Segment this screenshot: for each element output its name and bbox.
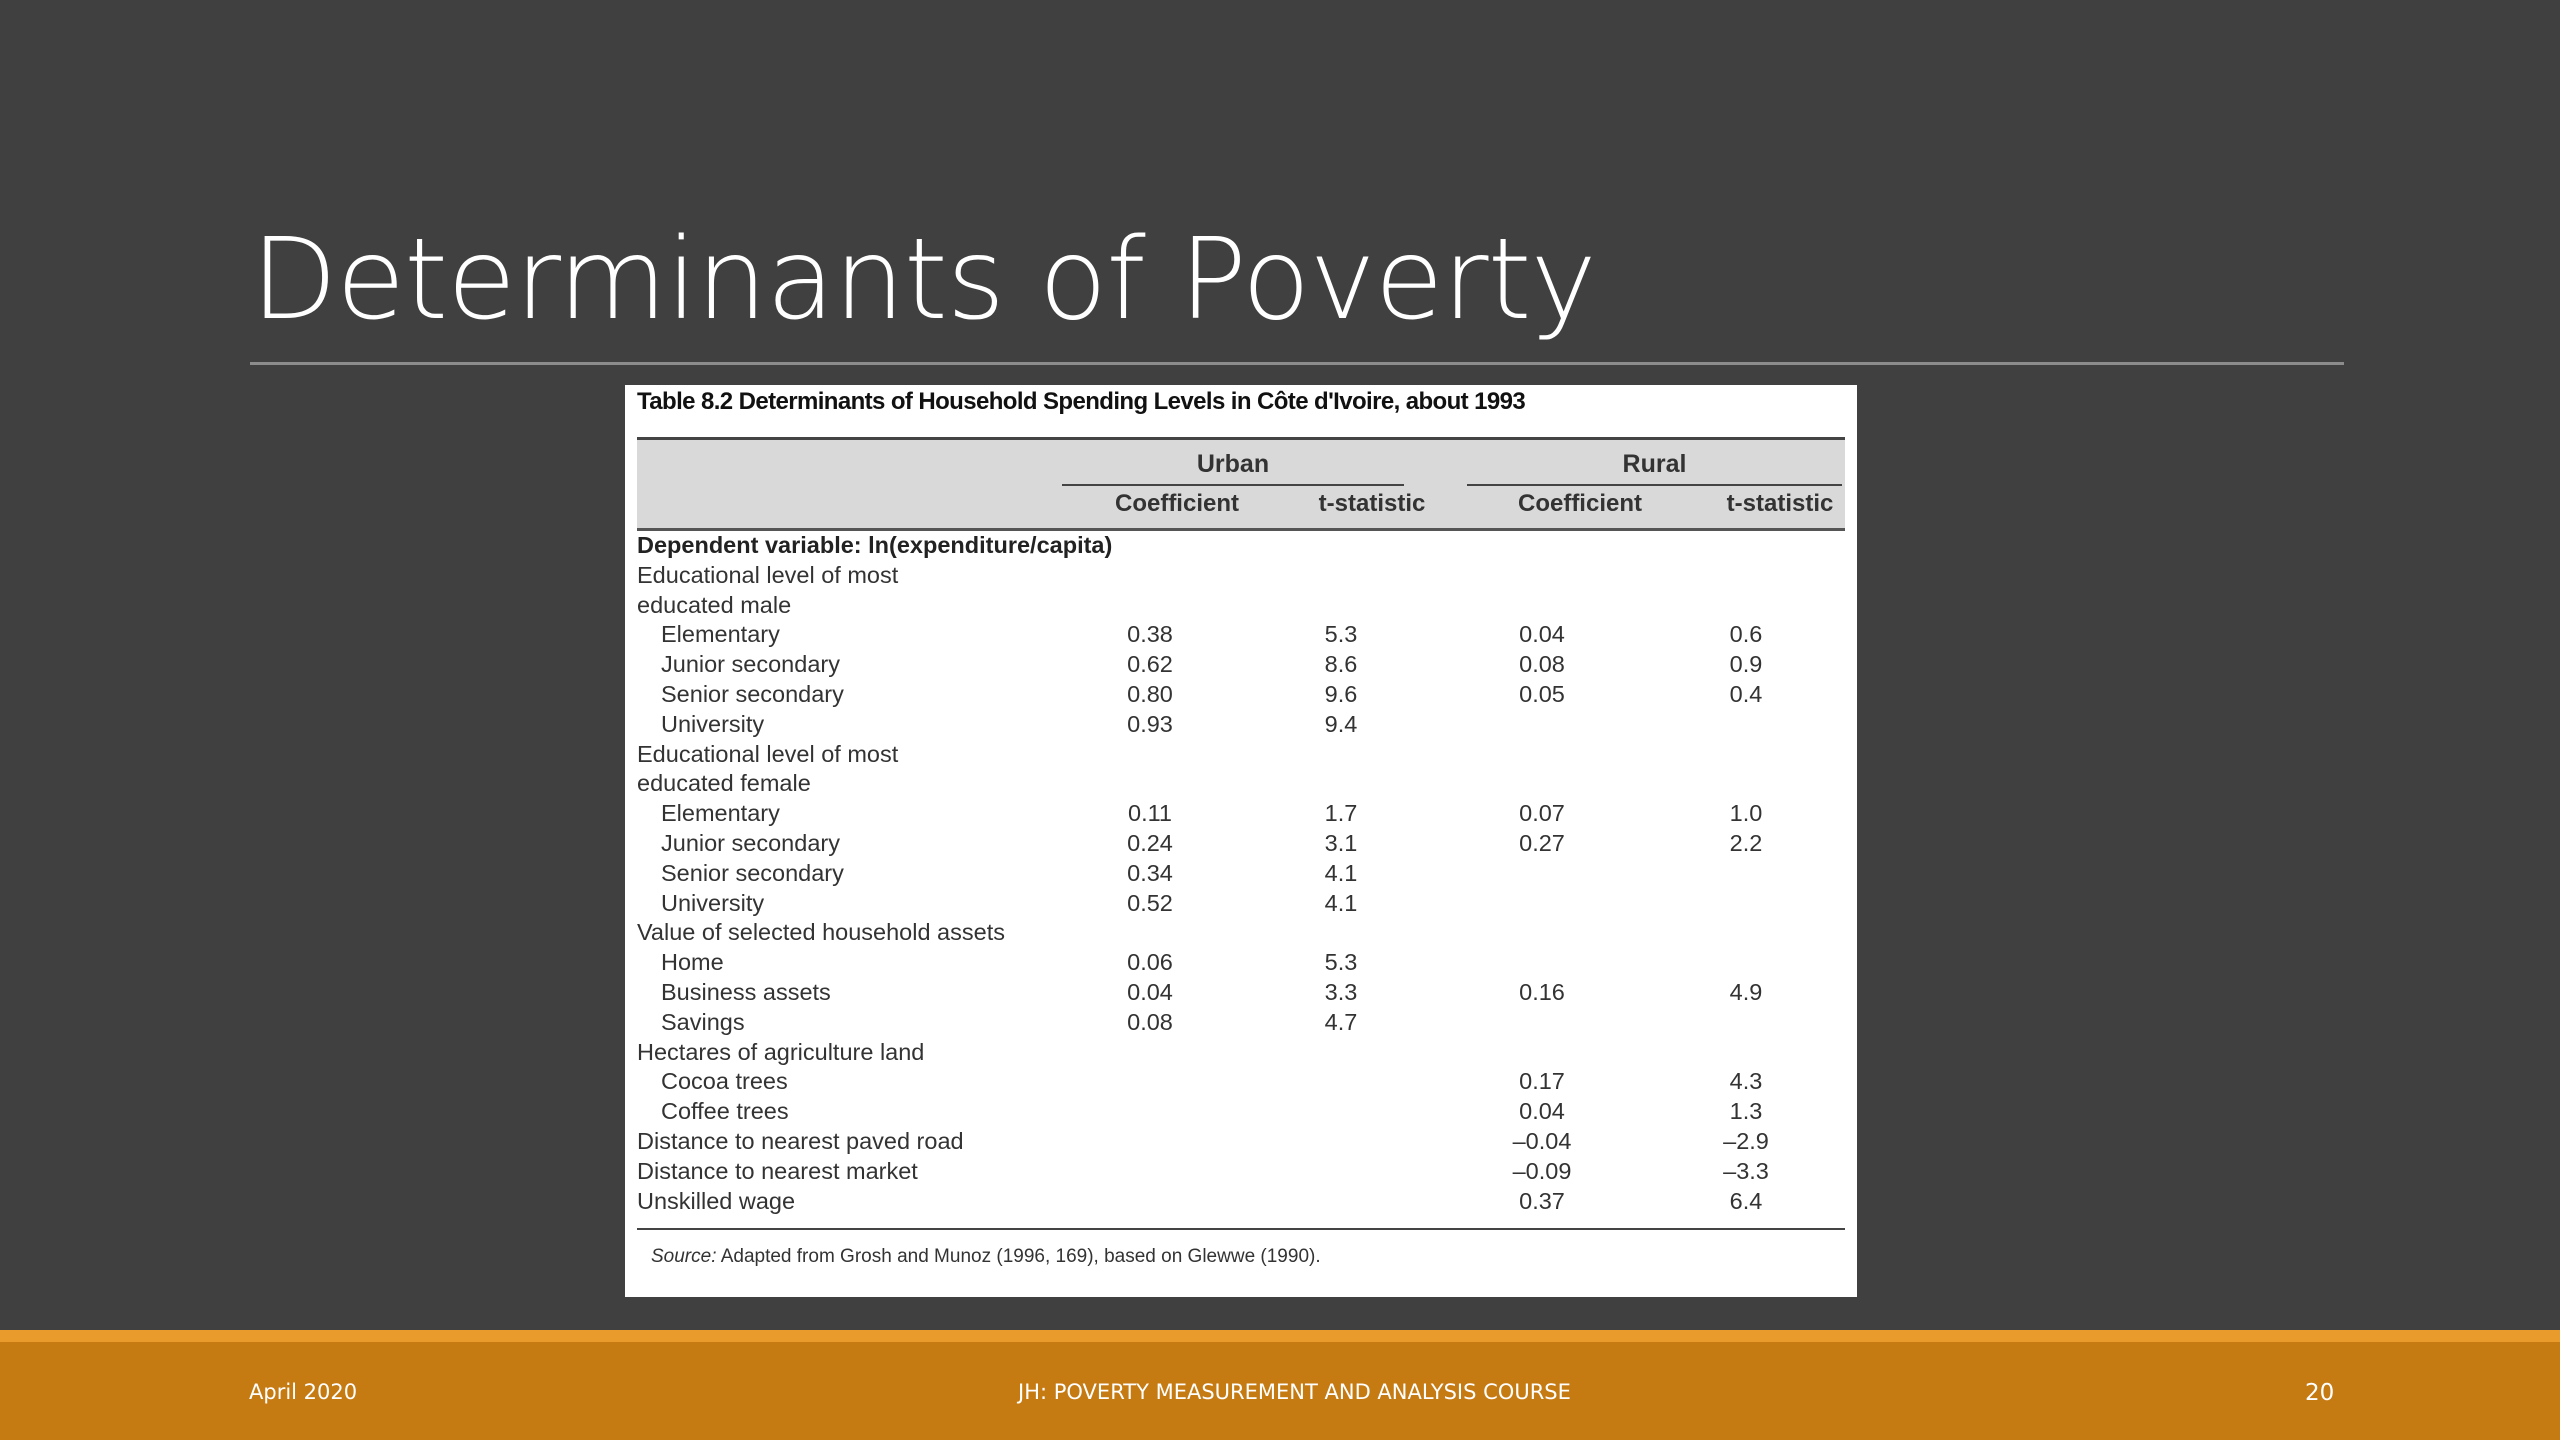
cell-rural-coefficient: 0.05	[1519, 680, 1565, 707]
cell-urban-tstat: 5.3	[1324, 949, 1358, 976]
row-label: Home	[661, 949, 724, 976]
cell-rural-coefficient	[1437, 1008, 1647, 1038]
cell-rural-coefficient: 0.07	[1519, 800, 1565, 827]
cell-rural-coefficient: 0.04	[1519, 621, 1565, 648]
cell-urban-tstat	[1245, 1067, 1437, 1097]
cell-rural-tstat: –2.9	[1723, 1127, 1769, 1154]
row-label: Savings	[661, 1008, 745, 1035]
row-label: Elementary	[661, 800, 780, 827]
cell-rural-tstat: 6.4	[1729, 1187, 1763, 1214]
cell-rural-coefficient	[1437, 740, 1647, 800]
table-row	[637, 859, 1845, 889]
cell-rural-tstat	[1647, 948, 1845, 978]
cell-urban-coefficient: 0.62	[1127, 651, 1173, 678]
table-row	[637, 948, 1845, 978]
cell-urban-tstat: 3.1	[1324, 829, 1358, 856]
footer-page-number: 20	[2305, 1380, 2335, 1406]
cell-rural-tstat: 0.6	[1729, 621, 1763, 648]
cell-urban-tstat: 3.3	[1324, 978, 1358, 1005]
row-label: Value of selected household assets	[637, 919, 1005, 946]
cell-rural-tstat: –3.3	[1723, 1157, 1769, 1184]
cell-urban-tstat	[1245, 1097, 1437, 1127]
cell-rural-tstat: 0.4	[1729, 680, 1763, 707]
cell-urban-tstat: 9.6	[1324, 680, 1358, 707]
cell-urban-tstat	[1245, 1127, 1437, 1157]
table-row	[637, 650, 1845, 680]
row-label: Junior secondary	[661, 829, 840, 856]
row-label: Unskilled wage	[637, 1187, 796, 1214]
row-label: University	[661, 889, 765, 916]
row-label: Senior secondary	[661, 859, 844, 886]
table-row	[637, 1067, 1845, 1097]
row-label: Junior secondary	[661, 651, 840, 678]
table-row	[637, 620, 1845, 650]
cell-urban-tstat: 4.1	[1324, 889, 1358, 916]
row-label: Senior secondary	[661, 680, 844, 707]
row-label: Distance to nearest paved road	[637, 1127, 964, 1154]
cell-urban-coefficient: 0.24	[1127, 829, 1173, 856]
cell-rural-tstat: 4.9	[1729, 978, 1763, 1005]
row-label: Business assets	[661, 978, 831, 1005]
cell-urban-coefficient	[1055, 918, 1245, 948]
table-row	[637, 1097, 1845, 1127]
row-label: Elementary	[661, 621, 780, 648]
cell-urban-coefficient: 0.06	[1127, 949, 1173, 976]
cell-rural-coefficient: 0.27	[1519, 829, 1565, 856]
cell-urban-tstat: 5.3	[1324, 621, 1358, 648]
table-row	[637, 1038, 1845, 1068]
cell-urban-coefficient: 0.93	[1127, 710, 1173, 737]
table-row	[637, 680, 1845, 710]
table-row	[637, 740, 1845, 800]
cell-rural-coefficient	[1437, 710, 1647, 740]
table-row	[637, 561, 1845, 621]
cell-rural-coefficient	[1437, 918, 1647, 948]
cell-urban-tstat	[1245, 1038, 1437, 1068]
cell-rural-coefficient: 0.37	[1519, 1187, 1565, 1214]
cell-urban-coefficient: 0.38	[1127, 621, 1173, 648]
table-row	[637, 1008, 1845, 1038]
cell-urban-tstat: 8.6	[1324, 651, 1358, 678]
cell-urban-coefficient: 0.08	[1127, 1008, 1173, 1035]
footer-accent-line	[0, 1330, 2560, 1342]
row-label: Cocoa trees	[661, 1068, 788, 1095]
cell-rural-coefficient: 0.16	[1519, 978, 1565, 1005]
dependent-variable-label: Dependent variable: ln(expenditure/capita)	[637, 532, 1113, 558]
slide-title: Determinants of Poverty	[251, 215, 1596, 345]
cell-rural-tstat: 2.2	[1729, 829, 1763, 856]
column-header-rural-coefficient: Coefficient	[1517, 490, 1642, 517]
table-row	[637, 1157, 1845, 1187]
group-rule-urban	[1062, 484, 1404, 486]
cell-rural-tstat	[1647, 1038, 1845, 1068]
row-label: Coffee trees	[661, 1098, 789, 1125]
cell-rural-tstat: 1.3	[1729, 1098, 1763, 1125]
table-row	[637, 918, 1845, 948]
source-label: Source:	[651, 1246, 717, 1268]
cell-urban-coefficient	[1055, 1157, 1245, 1187]
cell-rural-coefficient	[1437, 948, 1647, 978]
cell-rural-tstat	[1647, 889, 1845, 919]
table-header	[637, 437, 1845, 531]
cell-rural-tstat	[1647, 859, 1845, 889]
cell-urban-coefficient	[1055, 1127, 1245, 1157]
cell-urban-tstat	[1245, 1187, 1437, 1217]
cell-rural-tstat	[1647, 918, 1845, 948]
cell-urban-coefficient: 0.52	[1127, 889, 1173, 916]
table-source-note	[637, 1230, 1845, 1268]
source-text: Adapted from Grosh and Munoz (1996, 169), based on Glewwe (1990).	[716, 1246, 1321, 1268]
row-label: Educational level of most educated female	[637, 740, 899, 797]
table-row	[637, 799, 1845, 829]
cell-urban-tstat	[1245, 561, 1437, 621]
row-label: University	[661, 710, 765, 737]
cell-urban-coefficient	[1055, 1038, 1245, 1068]
cell-urban-coefficient: 0.34	[1127, 859, 1173, 886]
cell-urban-tstat: 4.1	[1324, 859, 1358, 886]
cell-rural-coefficient: 0.04	[1519, 1098, 1565, 1125]
cell-rural-coefficient: 0.17	[1519, 1068, 1565, 1095]
table-row	[637, 978, 1845, 1008]
title-underline	[250, 362, 2344, 365]
cell-rural-coefficient	[1437, 1038, 1647, 1068]
group-rule-rural	[1467, 484, 1842, 486]
cell-rural-tstat: 0.9	[1729, 651, 1763, 678]
row-label: Distance to nearest market	[637, 1157, 918, 1184]
cell-urban-coefficient: 0.11	[1128, 800, 1172, 827]
cell-rural-coefficient: –0.04	[1512, 1127, 1572, 1154]
row-label: Educational level of most educated male	[637, 561, 899, 618]
cell-rural-tstat	[1647, 561, 1845, 621]
cell-rural-coefficient: 0.08	[1519, 651, 1565, 678]
cell-urban-tstat	[1245, 918, 1437, 948]
cell-urban-tstat: 1.7	[1324, 800, 1358, 827]
table-image-panel	[625, 385, 1857, 1297]
cell-rural-coefficient	[1437, 859, 1647, 889]
cell-rural-tstat: 4.3	[1729, 1068, 1763, 1095]
cell-rural-tstat	[1647, 710, 1845, 740]
table-row	[637, 889, 1845, 919]
dependent-variable-row	[637, 531, 1845, 561]
cell-urban-tstat	[1245, 1157, 1437, 1187]
table-row	[637, 1127, 1845, 1157]
column-header-rural-tstat: t-statistic	[1726, 490, 1834, 517]
cell-rural-coefficient	[1437, 889, 1647, 919]
cell-urban-tstat	[1245, 740, 1437, 800]
data-table	[637, 531, 1845, 1216]
footer-date: April 2020	[249, 1380, 358, 1404]
cell-urban-coefficient	[1055, 1097, 1245, 1127]
column-header-urban-coefficient: Coefficient	[1114, 490, 1239, 517]
cell-rural-tstat	[1647, 740, 1845, 800]
cell-rural-tstat: 1.0	[1729, 800, 1763, 827]
cell-urban-coefficient: 0.04	[1127, 978, 1173, 1005]
cell-urban-tstat: 4.7	[1324, 1008, 1358, 1035]
row-label: Hectares of agriculture land	[637, 1038, 925, 1065]
cell-rural-coefficient	[1437, 561, 1647, 621]
group-label-urban: Urban	[1196, 450, 1270, 478]
group-label-rural: Rural	[1622, 450, 1687, 478]
table-row	[637, 829, 1845, 859]
cell-urban-coefficient	[1055, 1067, 1245, 1097]
cell-urban-tstat: 9.4	[1324, 710, 1358, 737]
footer-course-title: JH: POVERTY MEASUREMENT AND ANALYSIS COURSE	[1018, 1380, 1571, 1404]
table-caption: Table 8.2 Determinants of Household Spending Levels in Côte d'Ivoire, about 1993	[637, 388, 1526, 415]
cell-rural-tstat	[1647, 1008, 1845, 1038]
table-row	[637, 1187, 1845, 1217]
column-header-urban-tstat: t-statistic	[1318, 490, 1426, 517]
cell-urban-coefficient	[1055, 1187, 1245, 1217]
cell-urban-coefficient: 0.80	[1127, 680, 1173, 707]
cell-rural-coefficient: –0.09	[1512, 1157, 1572, 1184]
table-row	[637, 710, 1845, 740]
